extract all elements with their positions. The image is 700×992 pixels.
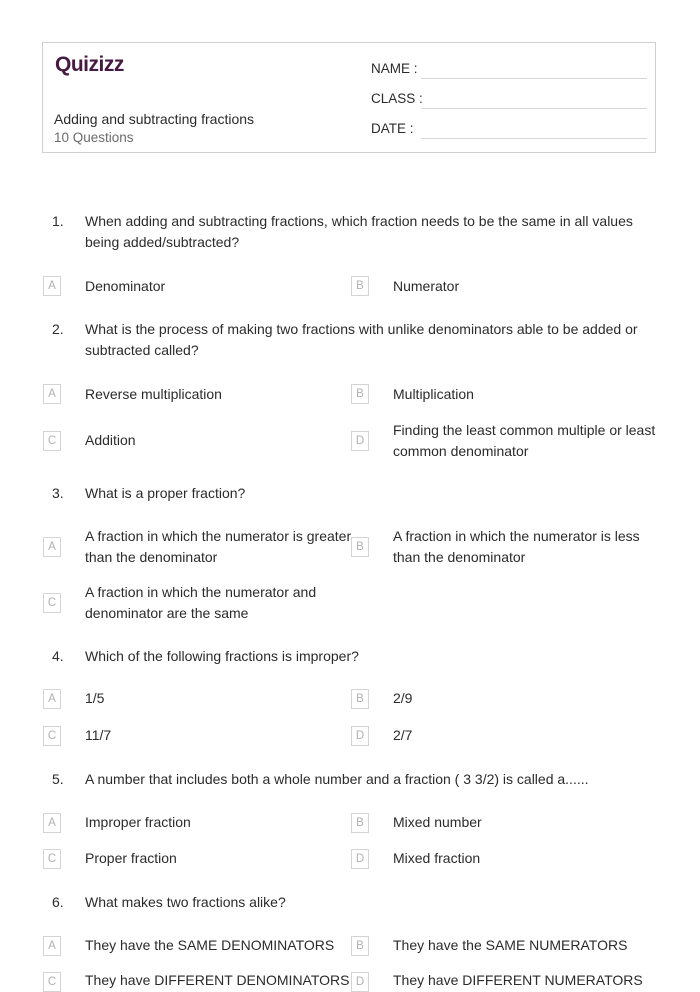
worksheet-header xyxy=(42,42,656,153)
option-text: 11/7 xyxy=(85,727,112,743)
question-number: 6. xyxy=(52,894,64,910)
option-text: They have DIFFERENT DENOMINATORS xyxy=(85,972,350,988)
option-letter: B xyxy=(351,689,369,709)
option-text: 1/5 xyxy=(85,690,105,706)
option-text: 2/7 xyxy=(393,727,413,743)
option-text: Multiplication xyxy=(393,386,474,402)
question-number: 5. xyxy=(52,771,64,787)
question-text: What is a proper fraction? xyxy=(85,485,246,501)
option-letter: C xyxy=(43,431,61,451)
option-letter: D xyxy=(351,849,369,869)
question-number: 2. xyxy=(52,321,64,337)
option-text: A fraction in which the numerator is greater than the denominator xyxy=(85,528,352,565)
option-letter: D xyxy=(351,726,369,746)
date-line xyxy=(421,138,647,139)
question-text: What is the process of making two fractions with unlike denominators able to be added or subtracted called? xyxy=(85,321,638,358)
question-number: 4. xyxy=(52,648,64,664)
class-label: CLASS : xyxy=(371,91,423,106)
option-letter: D xyxy=(351,972,369,992)
option-letter: A xyxy=(43,936,61,956)
option-letter: C xyxy=(43,726,61,746)
option-text: Improper fraction xyxy=(85,814,191,830)
option-letter: A xyxy=(43,276,61,296)
option-text: A fraction in which the numerator is less than the denominator xyxy=(393,528,640,565)
name-label: NAME : xyxy=(371,61,418,76)
option-text: Mixed number xyxy=(393,814,482,830)
option-text: Reverse multiplication xyxy=(85,386,222,402)
worksheet-title: Adding and subtracting fractions xyxy=(54,111,255,127)
option-letter: A xyxy=(43,384,61,404)
option-text: They have the SAME DENOMINATORS xyxy=(85,937,335,953)
option-letter: B xyxy=(351,537,369,557)
option-text: A fraction in which the numerator and denominator are the same xyxy=(85,584,317,621)
option-text: 2/9 xyxy=(393,690,413,706)
option-text: They have DIFFERENT NUMERATORS xyxy=(393,972,643,988)
option-text: Numerator xyxy=(393,278,460,294)
question-count: 10 Questions xyxy=(54,130,134,145)
option-text: Denominator xyxy=(85,278,166,294)
class-line xyxy=(421,108,647,109)
option-text: Finding the least common multiple or least common denominator xyxy=(393,422,656,459)
option-letter: C xyxy=(43,593,61,613)
option-letter: B xyxy=(351,276,369,296)
question-text: What makes two fractions alike? xyxy=(85,894,286,910)
option-letter: D xyxy=(351,431,369,451)
option-letter: A xyxy=(43,537,61,557)
option-text: Proper fraction xyxy=(85,850,177,866)
option-letter: C xyxy=(43,972,61,992)
option-letter: A xyxy=(43,689,61,709)
date-field xyxy=(371,119,647,139)
class-field xyxy=(371,89,647,109)
question-number: 1. xyxy=(52,213,64,229)
question-text: A number that includes both a whole number and a fraction ( 3 3/2) is called a...... xyxy=(85,771,589,787)
name-line xyxy=(421,78,647,79)
question-text: Which of the following fractions is improper? xyxy=(85,648,359,664)
option-text: They have the SAME NUMERATORS xyxy=(393,937,628,953)
question-number: 3. xyxy=(52,485,64,501)
date-label: DATE : xyxy=(371,121,414,136)
option-letter: B xyxy=(351,936,369,956)
quizizz-logo: Quizizz xyxy=(55,53,124,76)
option-letter: A xyxy=(43,813,61,833)
question-text: When adding and subtracting fractions, which fraction needs to be the same in all values being added/subtracted? xyxy=(85,213,633,250)
option-letter: B xyxy=(351,813,369,833)
option-text: Addition xyxy=(85,432,136,448)
option-text: Mixed fraction xyxy=(393,850,481,866)
option-letter: B xyxy=(351,384,369,404)
name-field xyxy=(371,59,647,79)
option-letter: C xyxy=(43,849,61,869)
